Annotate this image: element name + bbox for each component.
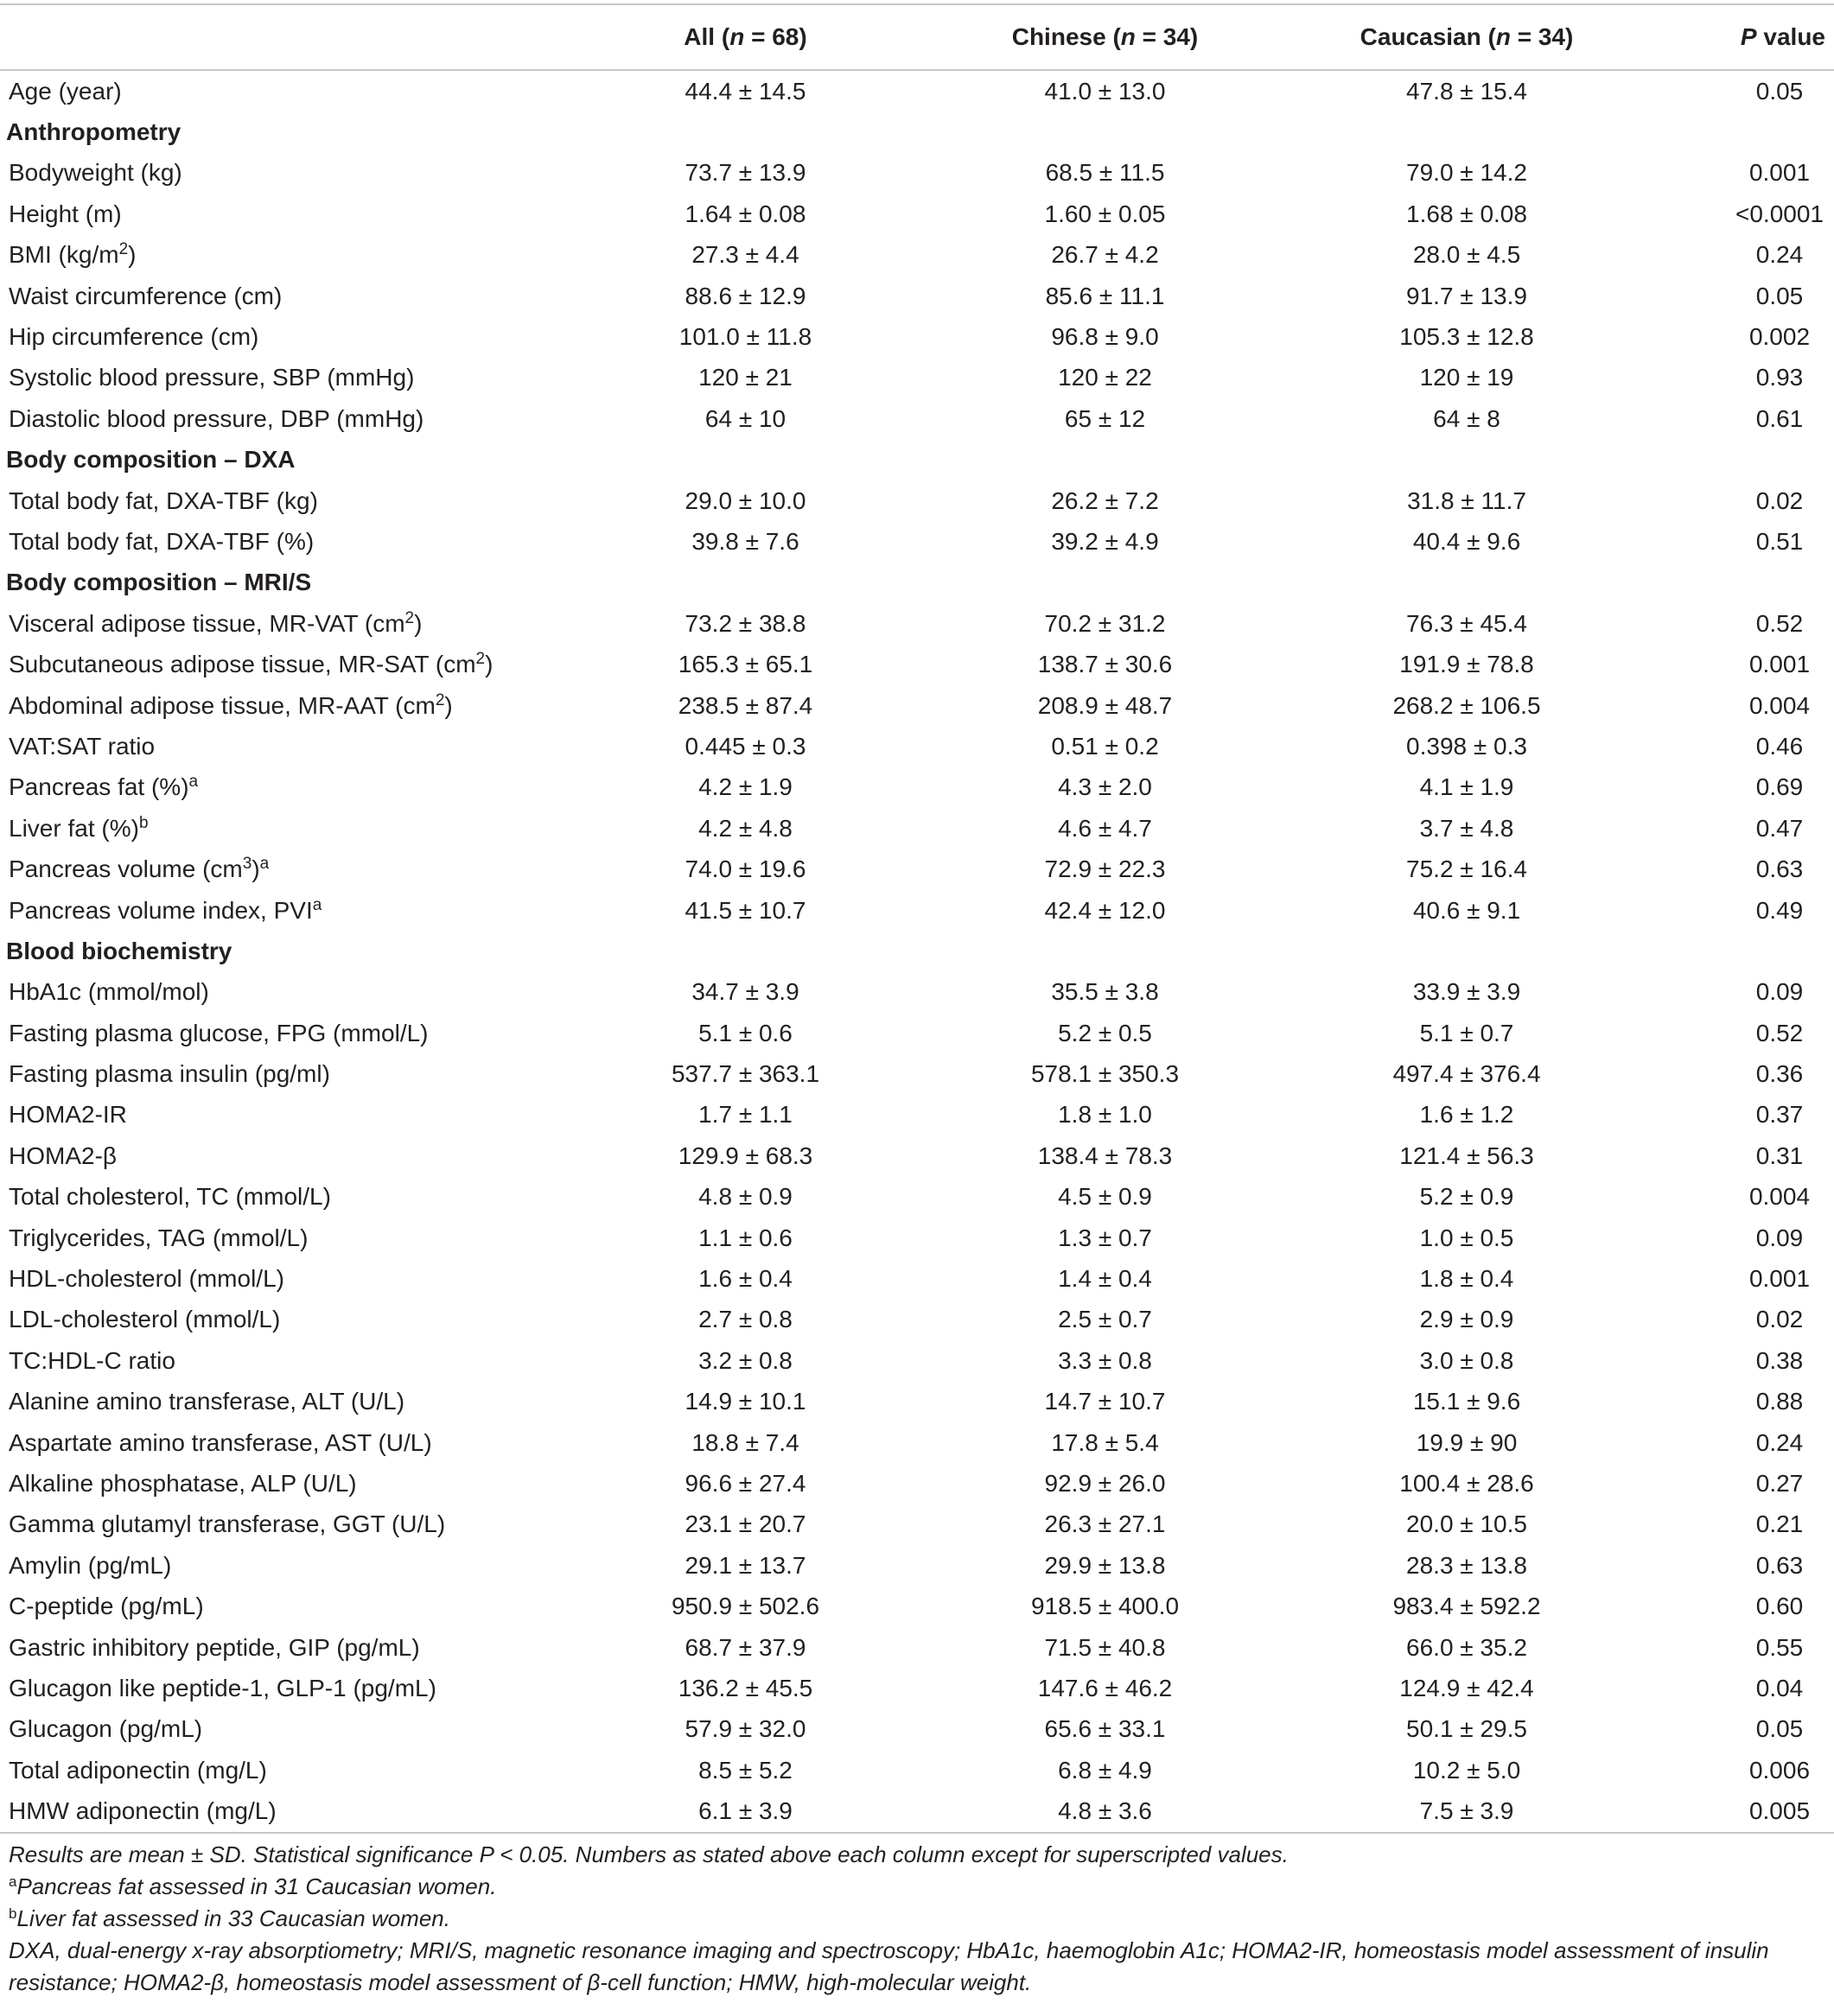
cell-caucasian: 5.1 ± 0.7 xyxy=(1419,1019,1514,1046)
row-label: Age (year) xyxy=(9,77,122,105)
cell-p-value: 0.31 xyxy=(1755,1142,1804,1169)
cell-p-value: 0.36 xyxy=(1755,1060,1804,1088)
cell-caucasian: 79.0 ± 14.2 xyxy=(1406,159,1527,187)
row-label: LDL-cholesterol (mmol/L) xyxy=(9,1306,281,1333)
cell-caucasian: 50.1 ± 29.5 xyxy=(1406,1715,1527,1743)
row-label: Hip circumference (cm) xyxy=(9,323,259,351)
cell-chinese: 4.5 ± 0.9 xyxy=(1058,1183,1152,1211)
cell-p-value: 0.38 xyxy=(1755,1346,1804,1374)
cell-all: 4.2 ± 1.9 xyxy=(698,773,793,801)
cell-caucasian: 75.2 ± 16.4 xyxy=(1406,855,1527,883)
cell-chinese: 6.8 ± 4.9 xyxy=(1058,1756,1152,1784)
cell-all: 29.1 ± 13.7 xyxy=(685,1551,806,1579)
cell-caucasian: 0.398 ± 0.3 xyxy=(1406,732,1527,760)
header-caucasian: Caucasian (n = 34) xyxy=(1360,23,1574,50)
cell-all: 29.0 ± 10.0 xyxy=(685,487,806,514)
table-row xyxy=(0,1258,1834,1299)
row-label: Glucagon like peptide-1, GLP-1 (pg/mL) xyxy=(9,1674,436,1701)
row-label: Total cholesterol, TC (mmol/L) xyxy=(9,1183,331,1211)
cell-all: 14.9 ± 10.1 xyxy=(685,1388,806,1415)
cell-caucasian: 4.1 ± 1.9 xyxy=(1419,773,1514,801)
cell-caucasian: 15.1 ± 9.6 xyxy=(1412,1388,1521,1415)
cell-chinese: 1.3 ± 0.7 xyxy=(1058,1224,1152,1251)
row-label: BMI $(kg/m^2)$ xyxy=(9,240,137,269)
cell-p-value: <0.0001 xyxy=(1735,200,1824,227)
cell-caucasian: 28.0 ± 4.5 xyxy=(1412,241,1521,269)
table-header-row xyxy=(0,4,1834,70)
cell-all: 8.5 ± 5.2 xyxy=(698,1756,793,1784)
cell-chinese: 39.2 ± 4.9 xyxy=(1051,527,1159,555)
table-body xyxy=(0,70,1834,1833)
cell-caucasian: 120 ± 19 xyxy=(1419,364,1514,391)
cell-all: 537.7 ± 363.1 xyxy=(671,1060,820,1088)
footnote-abbreviations: DXA, dual-energy x-ray absorptiometry; MRI/S, magnetic resonance imaging and spectroscopy; HbA1c, haemoglobin A1c; HOMA2-IR, homeostasis model assessment of insulin resistance; HOMA2-β, homeostasis model assessment of β-cell function; HMW, high-molecular weight. xyxy=(9,1937,1769,1995)
cell-caucasian: 76.3 ± 45.4 xyxy=(1406,609,1527,637)
cell-caucasian: 66.0 ± 35.2 xyxy=(1406,1633,1527,1661)
cell-all: 18.8 ± 7.4 xyxy=(691,1428,799,1456)
cell-p-value: 0.004 xyxy=(1748,1183,1811,1211)
cell-all: 101.0 ± 11.8 xyxy=(678,323,812,351)
row-label: HDL-cholesterol (mmol/L) xyxy=(9,1265,284,1293)
row-label: HOMA2-β xyxy=(9,1142,118,1169)
cell-chinese: 29.9 ± 13.8 xyxy=(1044,1551,1166,1579)
cell-all: 4.2 ± 4.8 xyxy=(698,814,793,842)
row-label: Gamma glutamyl transferase, GGT (U/L) xyxy=(9,1510,446,1538)
cell-chinese: 41.0 ± 13.0 xyxy=(1044,77,1166,105)
cell-p-value: 0.93 xyxy=(1755,364,1804,391)
row-label: HbA1c (mmol/mol) xyxy=(9,978,209,1006)
cell-chinese: 578.1 ± 350.3 xyxy=(1030,1060,1180,1088)
cell-all: 1.64 ± 0.08 xyxy=(685,200,806,227)
row-label: Pancreas fat (%)$^a$ xyxy=(9,773,199,801)
cell-all: 57.9 ± 32.0 xyxy=(685,1715,806,1743)
cell-p-value: 0.88 xyxy=(1755,1388,1804,1415)
cell-caucasian: 10.2 ± 5.0 xyxy=(1412,1756,1521,1784)
cell-all: 27.3 ± 4.4 xyxy=(691,241,799,269)
section-header-row xyxy=(0,111,1834,152)
cell-caucasian: 100.4 ± 28.6 xyxy=(1399,1469,1534,1497)
header-all: All (n = 68) xyxy=(684,23,807,50)
cell-p-value: 0.27 xyxy=(1755,1469,1804,1497)
row-label: Bodyweight (kg) xyxy=(9,159,182,187)
cell-all: 23.1 ± 20.7 xyxy=(685,1510,806,1538)
cell-chinese: 26.2 ± 7.2 xyxy=(1051,487,1159,514)
table-row xyxy=(0,1095,1834,1135)
table-row xyxy=(0,1300,1834,1340)
cell-chinese: 3.3 ± 0.8 xyxy=(1058,1346,1152,1374)
table-row xyxy=(0,1627,1834,1668)
row-label: Waist circumference (cm) xyxy=(9,282,283,309)
section-title: Anthropometry xyxy=(6,118,181,146)
cell-all: 68.7 ± 37.9 xyxy=(685,1633,806,1661)
cell-p-value: 0.24 xyxy=(1755,241,1804,269)
table-row xyxy=(0,1013,1834,1053)
cell-p-value: 0.006 xyxy=(1748,1756,1811,1784)
cell-chinese: 68.5 ± 11.5 xyxy=(1045,159,1165,187)
cell-caucasian: 40.6 ± 9.1 xyxy=(1412,896,1521,924)
cell-all: 73.2 ± 38.8 xyxy=(685,609,806,637)
cell-caucasian: 1.8 ± 0.4 xyxy=(1419,1265,1514,1293)
cell-caucasian: 1.6 ± 1.2 xyxy=(1419,1101,1514,1129)
table-row xyxy=(0,1709,1834,1750)
table-row xyxy=(0,358,1834,398)
cell-all: 136.2 ± 45.5 xyxy=(678,1674,813,1701)
table-row xyxy=(0,153,1834,194)
cell-p-value: 0.09 xyxy=(1755,1224,1804,1251)
section-header-row xyxy=(0,440,1834,480)
row-label: Amylin (pg/mL) xyxy=(9,1551,172,1579)
cell-p-value: 0.004 xyxy=(1748,691,1811,719)
table-row xyxy=(0,480,1834,521)
cell-chinese: 4.3 ± 2.0 xyxy=(1058,773,1152,801)
cell-caucasian: 268.2 ± 106.5 xyxy=(1392,691,1541,719)
table-row xyxy=(0,194,1834,234)
cell-caucasian: 31.8 ± 11.7 xyxy=(1407,487,1526,514)
cell-caucasian: 47.8 ± 15.4 xyxy=(1406,77,1527,105)
row-label: HOMA2-IR xyxy=(9,1101,127,1129)
cell-p-value: 0.24 xyxy=(1755,1428,1804,1456)
results-table xyxy=(0,3,1834,1834)
cell-p-value: 0.09 xyxy=(1755,978,1804,1006)
table-row xyxy=(0,398,1834,439)
cell-p-value: 0.63 xyxy=(1755,855,1804,883)
cell-caucasian: 3.0 ± 0.8 xyxy=(1419,1346,1514,1374)
cell-chinese: 120 ± 22 xyxy=(1058,364,1152,391)
table-row xyxy=(0,1382,1834,1422)
header-chinese: Chinese (n = 34) xyxy=(1011,23,1199,50)
row-label: Gastric inhibitory peptide, GIP (pg/mL) xyxy=(9,1633,420,1661)
section-header-row xyxy=(0,931,1834,971)
cell-all: 120 ± 21 xyxy=(698,364,793,391)
cell-caucasian: 33.9 ± 3.9 xyxy=(1412,978,1521,1006)
cell-caucasian: 5.2 ± 0.9 xyxy=(1419,1183,1514,1211)
cell-all: 44.4 ± 14.5 xyxy=(685,77,806,105)
cell-caucasian: 3.7 ± 4.8 xyxy=(1419,814,1514,842)
cell-chinese: 918.5 ± 400.0 xyxy=(1030,1593,1180,1620)
cell-all: 1.6 ± 0.4 xyxy=(698,1265,793,1293)
cell-caucasian: 40.4 ± 9.6 xyxy=(1412,527,1521,555)
cell-p-value: 0.005 xyxy=(1748,1797,1811,1825)
cell-p-value: 0.49 xyxy=(1755,896,1804,924)
table-row xyxy=(0,1668,1834,1708)
cell-caucasian: 2.9 ± 0.9 xyxy=(1419,1306,1514,1333)
row-label: Total body fat, DXA-TBF (%) xyxy=(9,527,315,555)
section-title: Blood biochemistry xyxy=(6,937,232,964)
cell-chinese: 1.8 ± 1.0 xyxy=(1058,1101,1152,1129)
table-row xyxy=(0,1135,1834,1176)
cell-caucasian: 191.9 ± 78.8 xyxy=(1399,651,1534,678)
cell-chinese: 138.7 ± 30.6 xyxy=(1037,651,1173,678)
cell-chinese: 5.2 ± 0.5 xyxy=(1058,1019,1152,1046)
cell-p-value: 0.21 xyxy=(1755,1510,1804,1538)
cell-p-value: 0.05 xyxy=(1755,77,1804,105)
cell-chinese: 208.9 ± 48.7 xyxy=(1037,691,1173,719)
row-label: Liver fat (%)$^b$ xyxy=(9,813,149,842)
row-label: Systolic blood pressure, SBP (mmHg) xyxy=(9,364,415,391)
cell-all: 238.5 ± 87.4 xyxy=(678,691,813,719)
row-label: VAT:SAT ratio xyxy=(9,732,156,760)
table-row xyxy=(0,1340,1834,1381)
table-row xyxy=(0,685,1834,726)
cell-all: 88.6 ± 12.9 xyxy=(685,282,806,309)
row-label: Alanine amino transferase, ALT (U/L) xyxy=(9,1388,405,1415)
table-row xyxy=(0,276,1834,316)
header-p-value: P value xyxy=(1740,23,1825,50)
cell-all: 73.7 ± 13.9 xyxy=(685,159,806,187)
cell-chinese: 138.4 ± 78.3 xyxy=(1037,1142,1173,1169)
header-label-column xyxy=(0,4,562,70)
cell-chinese: 4.6 ± 4.7 xyxy=(1058,814,1152,842)
cell-chinese: 2.5 ± 0.7 xyxy=(1058,1306,1152,1333)
row-label: Total adiponectin (mg/L) xyxy=(9,1756,267,1784)
row-label: Aspartate amino transferase, AST (U/L) xyxy=(9,1428,432,1456)
table-row xyxy=(0,808,1834,849)
cell-all: 1.7 ± 1.1 xyxy=(698,1101,793,1129)
cell-caucasian: 20.0 ± 10.5 xyxy=(1406,1510,1527,1538)
cell-caucasian: 497.4 ± 376.4 xyxy=(1392,1060,1541,1088)
cell-chinese: 70.2 ± 31.2 xyxy=(1044,609,1166,637)
cell-p-value: 0.04 xyxy=(1755,1674,1804,1701)
cell-caucasian: 1.0 ± 0.5 xyxy=(1419,1224,1514,1251)
table-row xyxy=(0,1053,1834,1094)
cell-chinese: 1.4 ± 0.4 xyxy=(1058,1265,1152,1293)
cell-p-value: 0.02 xyxy=(1755,487,1804,514)
cell-caucasian: 105.3 ± 12.8 xyxy=(1399,323,1534,351)
row-label: TC:HDL-C ratio xyxy=(9,1346,175,1374)
cell-caucasian: 983.4 ± 592.2 xyxy=(1392,1593,1541,1620)
cell-p-value: 0.61 xyxy=(1755,404,1804,432)
row-label: Pancreas volume $(cm^3)^a$ xyxy=(9,855,270,883)
cell-chinese: 42.4 ± 12.0 xyxy=(1044,896,1166,924)
row-label: Fasting plasma glucose, FPG (mmol/L) xyxy=(9,1019,429,1046)
table-row xyxy=(0,1218,1834,1258)
cell-caucasian: 28.3 ± 13.8 xyxy=(1406,1551,1527,1579)
table-row xyxy=(0,767,1834,808)
cell-caucasian: 121.4 ± 56.3 xyxy=(1399,1142,1534,1169)
cell-caucasian: 91.7 ± 13.9 xyxy=(1406,282,1527,309)
table-row xyxy=(0,1463,1834,1504)
row-label: C-peptide (pg/mL) xyxy=(9,1593,204,1620)
cell-p-value: 0.69 xyxy=(1755,773,1804,801)
cell-all: 4.8 ± 0.9 xyxy=(698,1183,793,1211)
row-label: Total body fat, DXA-TBF (kg) xyxy=(9,487,318,514)
footnote-b: $^b$Liver fat assessed in 33 Caucasian women. xyxy=(9,1905,450,1931)
cell-all: 2.7 ± 0.8 xyxy=(698,1306,793,1333)
footnote-b-mark: b xyxy=(9,1905,17,1922)
table-row xyxy=(0,1750,1834,1790)
row-label: Abdominal adipose tissue, MR-AAT $(cm^2)$ xyxy=(9,690,453,719)
cell-p-value: 0.60 xyxy=(1755,1593,1804,1620)
cell-p-value: 0.52 xyxy=(1755,1019,1804,1046)
table-row xyxy=(0,1504,1834,1545)
cell-all: 41.5 ± 10.7 xyxy=(685,896,806,924)
cell-p-value: 0.63 xyxy=(1755,1551,1804,1579)
row-label: Height (m) xyxy=(9,200,122,227)
cell-chinese: 65 ± 12 xyxy=(1064,404,1146,432)
row-label: Alkaline phosphatase, ALP (U/L) xyxy=(9,1469,357,1497)
cell-p-value: 0.001 xyxy=(1748,159,1811,187)
cell-chinese: 26.7 ± 4.2 xyxy=(1051,241,1159,269)
cell-chinese: 4.8 ± 3.6 xyxy=(1058,1797,1152,1825)
row-label: Pancreas volume index, PVI$^a$ xyxy=(9,895,322,924)
section-title: Body composition – MRI/S xyxy=(6,569,312,596)
cell-caucasian: 1.68 ± 0.08 xyxy=(1406,200,1527,227)
cell-p-value: 0.05 xyxy=(1755,282,1804,309)
cell-all: 6.1 ± 3.9 xyxy=(698,1797,793,1825)
cell-chinese: 14.7 ± 10.7 xyxy=(1044,1388,1166,1415)
cell-p-value: 0.05 xyxy=(1755,1715,1804,1743)
footnote-a: $^a$Pancreas fat assessed in 31 Caucasian women. xyxy=(9,1873,497,1899)
cell-chinese: 147.6 ± 46.2 xyxy=(1037,1674,1173,1701)
table-row xyxy=(0,972,1834,1013)
row-label: Fasting plasma insulin (pg/ml) xyxy=(9,1060,330,1088)
row-label: Visceral adipose tissue, MR-VAT $(cm^2)$ xyxy=(9,608,423,637)
cell-all: 39.8 ± 7.6 xyxy=(691,527,799,555)
table-row xyxy=(0,849,1834,889)
table-row xyxy=(0,521,1834,562)
footnote-a-mark: a xyxy=(9,1873,17,1890)
section-header-row xyxy=(0,563,1834,603)
cell-chinese: 65.6 ± 33.1 xyxy=(1044,1715,1166,1743)
cell-chinese: 17.8 ± 5.4 xyxy=(1051,1428,1159,1456)
cell-caucasian: 64 ± 8 xyxy=(1433,404,1500,432)
cell-all: 0.445 ± 0.3 xyxy=(685,732,806,760)
cell-caucasian: 7.5 ± 3.9 xyxy=(1419,1797,1514,1825)
cell-p-value: 0.47 xyxy=(1755,814,1804,842)
cell-p-value: 0.51 xyxy=(1755,527,1804,555)
cell-p-value: 0.002 xyxy=(1748,323,1811,351)
cell-p-value: 0.001 xyxy=(1748,651,1811,678)
cell-p-value: 0.52 xyxy=(1755,609,1804,637)
table-row xyxy=(0,316,1834,357)
cell-all: 5.1 ± 0.6 xyxy=(698,1019,793,1046)
table-row xyxy=(0,1790,1834,1832)
cell-p-value: 0.46 xyxy=(1755,732,1804,760)
table-row xyxy=(0,1422,1834,1463)
cell-all: 74.0 ± 19.6 xyxy=(685,855,806,883)
cell-all: 96.6 ± 27.4 xyxy=(685,1469,806,1497)
table-row xyxy=(0,890,1834,931)
cell-chinese: 35.5 ± 3.8 xyxy=(1051,978,1159,1006)
footnote-results: Results are mean ± SD. Statistical significance P < 0.05. Numbers as stated above each column except for superscripted values. xyxy=(9,1841,1289,1867)
table-row xyxy=(0,1586,1834,1626)
cell-caucasian: 124.9 ± 42.4 xyxy=(1399,1674,1534,1701)
row-label: Glucagon (pg/mL) xyxy=(9,1715,203,1743)
table-row xyxy=(0,726,1834,766)
cell-all: 950.9 ± 502.6 xyxy=(671,1593,820,1620)
cell-chinese: 1.60 ± 0.05 xyxy=(1044,200,1166,227)
cell-all: 1.1 ± 0.6 xyxy=(698,1224,793,1251)
cell-all: 64 ± 10 xyxy=(704,404,786,432)
table-row xyxy=(0,1177,1834,1218)
row-label: Subcutaneous adipose tissue, MR-SAT $(cm^2)$ xyxy=(9,650,494,678)
cell-all: 165.3 ± 65.1 xyxy=(678,651,813,678)
row-label: Triglycerides, TAG (mmol/L) xyxy=(9,1224,309,1251)
cell-p-value: 0.37 xyxy=(1755,1101,1804,1129)
section-title: Body composition – DXA xyxy=(6,446,296,474)
cell-all: 3.2 ± 0.8 xyxy=(698,1346,793,1374)
cell-chinese: 85.6 ± 11.1 xyxy=(1045,282,1165,309)
cell-chinese: 0.51 ± 0.2 xyxy=(1051,732,1159,760)
cell-caucasian: 19.9 ± 90 xyxy=(1416,1428,1518,1456)
cell-chinese: 96.8 ± 9.0 xyxy=(1051,323,1159,351)
row-label: Diastolic blood pressure, DBP (mmHg) xyxy=(9,404,424,432)
cell-p-value: 0.02 xyxy=(1755,1306,1804,1333)
table-row xyxy=(0,644,1834,684)
cell-chinese: 72.9 ± 22.3 xyxy=(1044,855,1166,883)
cell-all: 129.9 ± 68.3 xyxy=(678,1142,813,1169)
cell-p-value: 0.55 xyxy=(1755,1633,1804,1661)
row-label: HMW adiponectin (mg/L) xyxy=(9,1797,277,1825)
table-row xyxy=(0,1545,1834,1586)
table-row xyxy=(0,70,1834,111)
cell-all: 34.7 ± 3.9 xyxy=(691,978,799,1006)
cell-chinese: 26.3 ± 27.1 xyxy=(1044,1510,1166,1538)
cell-chinese: 92.9 ± 26.0 xyxy=(1044,1469,1166,1497)
table-row xyxy=(0,235,1834,276)
table-row xyxy=(0,603,1834,644)
cell-p-value: 0.001 xyxy=(1748,1265,1811,1293)
cell-chinese: 71.5 ± 40.8 xyxy=(1044,1633,1166,1661)
